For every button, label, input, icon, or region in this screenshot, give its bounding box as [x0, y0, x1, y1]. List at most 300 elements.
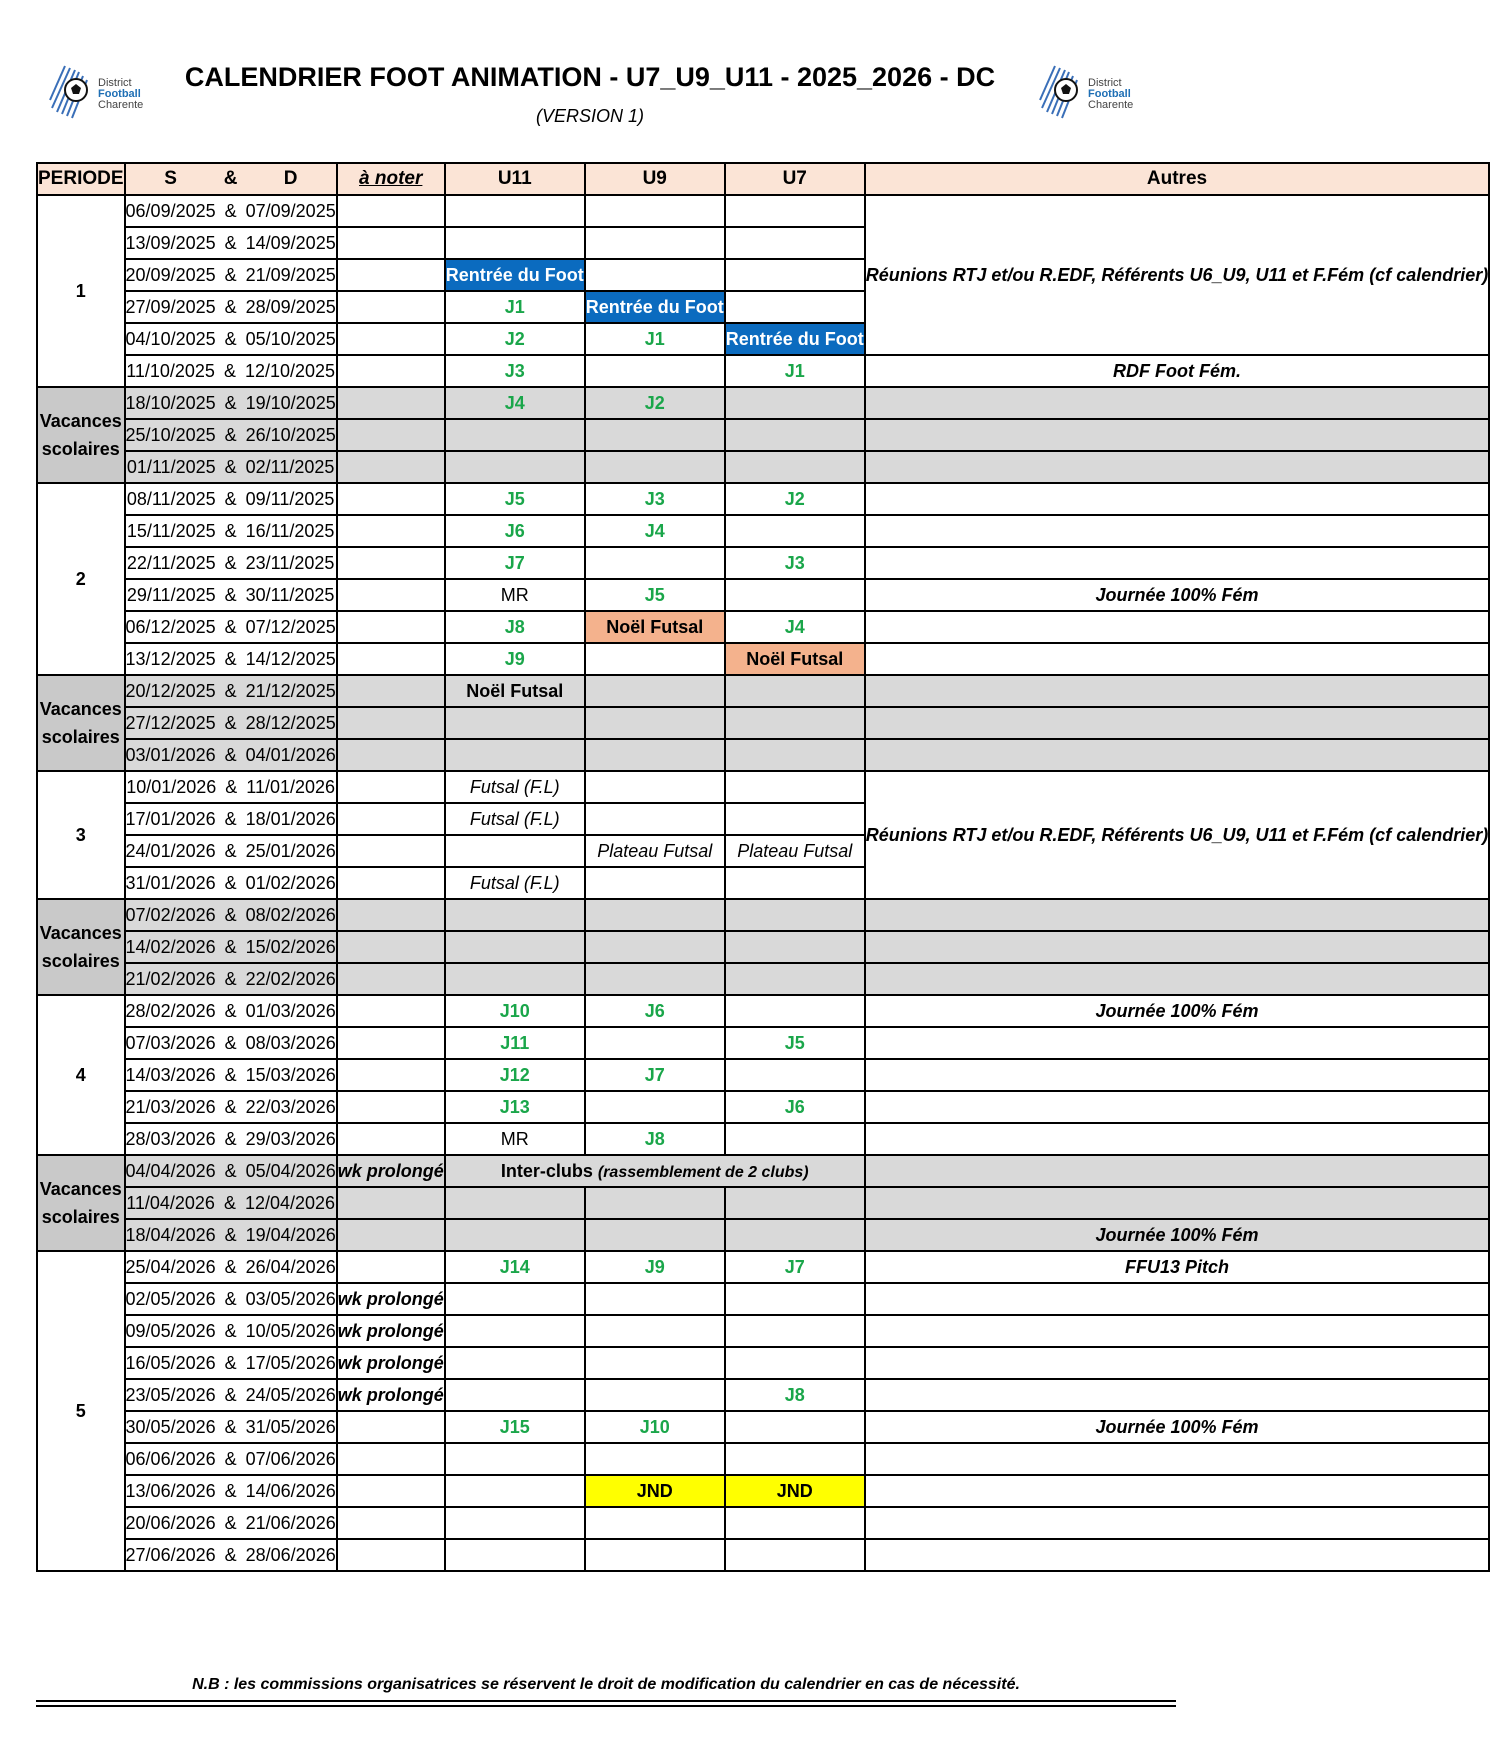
- ampersand: &: [224, 1480, 237, 1501]
- u11-cell: J14: [445, 1251, 585, 1283]
- u11-cell: [445, 1379, 585, 1411]
- period-number: 3: [37, 771, 125, 899]
- u9-cell: [585, 355, 725, 387]
- u11-cell: [445, 707, 585, 739]
- u11-cell: [445, 1283, 585, 1315]
- u7-cell: Noël Futsal: [725, 643, 865, 675]
- sunday-date: 17/05/2026: [245, 1352, 336, 1373]
- inter-clubs-label: Inter-clubs: [500, 1160, 593, 1181]
- u7-cell: [725, 739, 865, 771]
- saturday-date: 22/11/2025: [126, 552, 216, 573]
- weekend-dates: [125, 579, 337, 611]
- period-number: 5: [37, 1251, 125, 1571]
- table-row: [37, 931, 1489, 963]
- saturday-date: 25/04/2026: [125, 1256, 216, 1277]
- vacances-label: Vacances scolaires: [37, 1155, 125, 1251]
- note-cell: [337, 995, 445, 1027]
- u9-cell: [585, 867, 725, 899]
- u9-cell: [585, 803, 725, 835]
- sunday-date: 23/11/2025: [245, 552, 335, 573]
- weekend-dates: [125, 1507, 337, 1539]
- ampersand: &: [224, 232, 237, 253]
- col-u7: U7: [725, 163, 865, 195]
- table-row: [37, 355, 1489, 387]
- weekend-dates: [125, 1251, 337, 1283]
- sunday-date: 19/10/2025: [245, 392, 336, 413]
- sunday-date: 24/05/2026: [245, 1384, 336, 1405]
- u7-cell: [725, 1187, 865, 1219]
- autres-cell: [865, 675, 1490, 707]
- ampersand: &: [223, 360, 236, 381]
- autres-cell: [865, 1379, 1490, 1411]
- u7-cell: J4: [725, 611, 865, 643]
- sunday-date: 22/03/2026: [245, 1096, 336, 1117]
- sunday-date: 05/04/2026: [245, 1160, 336, 1181]
- u11-cell: [445, 1347, 585, 1379]
- table-row: [37, 899, 1489, 931]
- note-cell: [337, 1219, 445, 1251]
- note-cell: [337, 707, 445, 739]
- u9-cell: [585, 1539, 725, 1571]
- u7-cell: [725, 227, 865, 259]
- saturday-date: 06/12/2025: [125, 616, 216, 637]
- table-row: [37, 1507, 1489, 1539]
- note-cell: [337, 227, 445, 259]
- u7-cell: Plateau Futsal: [725, 835, 865, 867]
- u9-cell: [585, 931, 725, 963]
- sunday-date: 22/02/2026: [245, 968, 336, 989]
- u7-cell: [725, 995, 865, 1027]
- weekend-dates: [125, 547, 337, 579]
- inter-clubs-cell: [445, 1155, 865, 1187]
- u11-cell: MR: [445, 579, 585, 611]
- weekend-dates: [125, 963, 337, 995]
- sunday-date: 12/04/2026: [244, 1192, 336, 1213]
- note-cell: [337, 515, 445, 547]
- vacances-label: Vacances scolaires: [37, 675, 125, 771]
- u11-cell: J8: [445, 611, 585, 643]
- note-cell: [337, 483, 445, 515]
- u7-cell: [725, 419, 865, 451]
- saturday-date: 10/01/2026: [126, 776, 217, 797]
- ampersand: &: [224, 616, 237, 637]
- saturday-date: 27/12/2025: [125, 712, 216, 733]
- u7-cell: [725, 1443, 865, 1475]
- u7-cell: [725, 867, 865, 899]
- saturday-date: 13/12/2025: [125, 648, 216, 669]
- u9-cell: [585, 451, 725, 483]
- u11-cell: Futsal (F.L): [445, 771, 585, 803]
- ampersand: &: [224, 712, 237, 733]
- ampersand: &: [224, 1320, 237, 1341]
- saturday-date: 13/06/2026: [125, 1480, 216, 1501]
- note-cell: [337, 611, 445, 643]
- weekend-dates: [125, 899, 337, 931]
- u7-cell: [725, 291, 865, 323]
- u9-cell: J9: [585, 1251, 725, 1283]
- weekend-dates: [125, 227, 337, 259]
- u7-cell: JND: [725, 1475, 865, 1507]
- sunday-date: 05/10/2025: [245, 328, 336, 349]
- saturday-date: 20/06/2026: [125, 1512, 216, 1533]
- table-row: [37, 579, 1489, 611]
- note-cell: wk prolongé: [337, 1347, 445, 1379]
- u11-cell: [445, 419, 585, 451]
- sunday-date: 21/06/2026: [245, 1512, 336, 1533]
- calendar-body: [37, 195, 1489, 1571]
- autres-cell: [865, 547, 1490, 579]
- ampersand: &: [224, 1544, 237, 1565]
- note-cell: [337, 1539, 445, 1571]
- autres-cell: Journée 100% Fém: [865, 1411, 1490, 1443]
- note-cell: wk prolongé: [337, 1379, 445, 1411]
- table-row: [37, 1155, 1489, 1187]
- u9-cell: J10: [585, 1411, 725, 1443]
- weekend-dates: [125, 835, 337, 867]
- u7-cell: [725, 259, 865, 291]
- saturday-date: 29/11/2025: [126, 584, 216, 605]
- table-row: [37, 1091, 1489, 1123]
- ampersand: &: [224, 840, 237, 861]
- u7-cell: [725, 707, 865, 739]
- note-cell: [337, 1059, 445, 1091]
- table-row: [37, 1283, 1489, 1315]
- autres-cell: [865, 1539, 1490, 1571]
- saturday-date: 24/01/2026: [125, 840, 216, 861]
- note-cell: [337, 1091, 445, 1123]
- note-cell: [337, 1443, 445, 1475]
- u7-cell: [725, 1123, 865, 1155]
- saturday-date: 06/06/2026: [125, 1448, 216, 1469]
- table-row: [37, 547, 1489, 579]
- note-cell: [337, 931, 445, 963]
- u11-cell: J3: [445, 355, 585, 387]
- autres-cell: [865, 387, 1490, 419]
- u9-cell: [585, 1283, 725, 1315]
- saturday-date: 06/09/2025: [125, 200, 216, 221]
- note-cell: [337, 547, 445, 579]
- u11-cell: [445, 931, 585, 963]
- u11-cell: [445, 739, 585, 771]
- saturday-date: 14/02/2026: [125, 936, 216, 957]
- u7-cell: J5: [725, 1027, 865, 1059]
- sunday-date: 10/05/2026: [245, 1320, 336, 1341]
- saturday-date: 28/02/2026: [125, 1000, 216, 1021]
- u7-cell: [725, 515, 865, 547]
- u11-cell: [445, 1507, 585, 1539]
- u7-cell: [725, 899, 865, 931]
- weekend-dates: [125, 1411, 337, 1443]
- saturday-date: 21/03/2026: [125, 1096, 216, 1117]
- calendar-table: [36, 162, 1490, 1572]
- col-u11: U11: [445, 163, 585, 195]
- saturday-date: 27/06/2026: [125, 1544, 216, 1565]
- autres-cell: [865, 1059, 1490, 1091]
- table-row: [37, 1219, 1489, 1251]
- weekend-dates: [125, 195, 337, 227]
- u11-cell: J4: [445, 387, 585, 419]
- table-row: [37, 611, 1489, 643]
- autres-cell: Journée 100% Fém: [865, 995, 1490, 1027]
- weekend-dates: [125, 1219, 337, 1251]
- sunday-date: 14/06/2026: [245, 1480, 336, 1501]
- table-row: [37, 707, 1489, 739]
- weekend-dates: [125, 771, 337, 803]
- ampersand: &: [224, 808, 237, 829]
- saturday-date: 02/05/2026: [125, 1288, 216, 1309]
- ampersand: &: [224, 1448, 237, 1469]
- saturday-date: 08/11/2025: [126, 488, 216, 509]
- weekend-dates: [125, 1091, 337, 1123]
- table-row: [37, 483, 1489, 515]
- inter-clubs-sub: (rassemblement de 2 clubs): [597, 1163, 809, 1181]
- u11-cell: [445, 195, 585, 227]
- district-logo-right: [1038, 62, 1148, 126]
- u9-cell: [585, 643, 725, 675]
- ampersand: &: [224, 520, 237, 541]
- autres-cell: [865, 739, 1490, 771]
- u7-cell: [725, 803, 865, 835]
- sunday-date: 02/11/2025: [245, 456, 335, 477]
- sunday-date: 07/09/2025: [245, 200, 336, 221]
- ampersand: &: [224, 1512, 237, 1533]
- sunday-date: 29/03/2026: [245, 1128, 336, 1149]
- u7-cell: [725, 675, 865, 707]
- ampersand: &: [224, 904, 237, 925]
- weekend-dates: [125, 739, 337, 771]
- table-row: [37, 963, 1489, 995]
- u11-cell: J15: [445, 1411, 585, 1443]
- ampersand: &: [224, 552, 237, 573]
- u9-cell: [585, 1187, 725, 1219]
- note-cell: [337, 291, 445, 323]
- u7-cell: [725, 1507, 865, 1539]
- note-cell: wk prolongé: [337, 1283, 445, 1315]
- autres-cell: [865, 419, 1490, 451]
- footer-rule: [36, 1700, 1176, 1702]
- u7-cell: [725, 451, 865, 483]
- table-row: [37, 419, 1489, 451]
- u9-cell: [585, 547, 725, 579]
- sunday-date: 21/09/2025: [245, 264, 336, 285]
- weekend-dates: [125, 419, 337, 451]
- col-note: à noter: [337, 163, 445, 195]
- u11-cell: J12: [445, 1059, 585, 1091]
- u11-cell: [445, 1187, 585, 1219]
- sunday-date: 30/11/2025: [245, 584, 335, 605]
- sunday-date: 04/01/2026: [245, 744, 336, 765]
- autres-cell: [865, 483, 1490, 515]
- u11-cell: J5: [445, 483, 585, 515]
- note-cell: [337, 323, 445, 355]
- ampersand: &: [224, 1256, 237, 1277]
- vacances-label: Vacances scolaires: [37, 387, 125, 483]
- u11-cell: [445, 899, 585, 931]
- u9-cell: [585, 1091, 725, 1123]
- autres-reunions-note: Réunions RTJ et/ou R.EDF, Référents U6_U9, U11 et F.Fém (cf calendrier): [865, 195, 1490, 355]
- u11-cell: Noël Futsal: [445, 675, 585, 707]
- sunday-date: 01/02/2026: [245, 872, 336, 893]
- ampersand: &: [224, 1416, 237, 1437]
- col-autres: Autres: [865, 163, 1490, 195]
- u11-cell: [445, 835, 585, 867]
- note-cell: [337, 419, 445, 451]
- weekend-dates: [125, 1539, 337, 1571]
- sunday-date: 21/12/2025: [245, 680, 336, 701]
- u9-cell: J5: [585, 579, 725, 611]
- table-row: [37, 195, 1489, 227]
- note-cell: [337, 771, 445, 803]
- ampersand: &: [224, 328, 237, 349]
- weekend-dates: [125, 675, 337, 707]
- u11-cell: J1: [445, 291, 585, 323]
- note-cell: [337, 1411, 445, 1443]
- sunday-date: 08/03/2026: [245, 1032, 336, 1053]
- sunday-date: 25/01/2026: [245, 840, 336, 861]
- table-row: [37, 1475, 1489, 1507]
- sunday-date: 19/04/2026: [245, 1224, 336, 1245]
- u7-cell: [725, 387, 865, 419]
- u7-cell: J8: [725, 1379, 865, 1411]
- ampersand: &: [223, 1192, 236, 1213]
- saturday-date: 03/01/2026: [125, 744, 216, 765]
- ampersand: &: [224, 392, 237, 413]
- ampersand: &: [224, 744, 237, 765]
- u7-cell: [725, 579, 865, 611]
- u7-cell: [725, 195, 865, 227]
- u11-cell: J9: [445, 643, 585, 675]
- table-row: [37, 1251, 1489, 1283]
- autres-cell: [865, 707, 1490, 739]
- vacances-label: Vacances scolaires: [37, 899, 125, 995]
- saturday-date: 30/05/2026: [125, 1416, 216, 1437]
- sunday-date: 14/12/2025: [245, 648, 336, 669]
- table-row: [37, 451, 1489, 483]
- table-row: [37, 739, 1489, 771]
- u9-cell: [585, 1507, 725, 1539]
- weekend-dates: [125, 867, 337, 899]
- weekend-dates: [125, 803, 337, 835]
- u7-cell: [725, 1315, 865, 1347]
- autres-cell: RDF Foot Fém.: [865, 355, 1490, 387]
- weekend-dates: [125, 611, 337, 643]
- ampersand: &: [224, 456, 237, 477]
- period-number: 1: [37, 195, 125, 387]
- u9-cell: [585, 963, 725, 995]
- u7-cell: [725, 1347, 865, 1379]
- u11-cell: J2: [445, 323, 585, 355]
- note-cell: wk prolongé: [337, 1155, 445, 1187]
- ampersand: &: [224, 584, 237, 605]
- u7-cell: J7: [725, 1251, 865, 1283]
- u11-cell: [445, 1315, 585, 1347]
- u11-cell: J6: [445, 515, 585, 547]
- sunday-date: 28/12/2025: [245, 712, 336, 733]
- u9-cell: [585, 1347, 725, 1379]
- saturday-date: 11/10/2025: [126, 360, 215, 381]
- ampersand: &: [224, 1288, 237, 1309]
- u9-cell: [585, 259, 725, 291]
- ampersand: &: [224, 1384, 237, 1405]
- saturday-date: 27/09/2025: [125, 296, 216, 317]
- ampersand: &: [224, 1032, 237, 1053]
- u9-cell: [585, 1315, 725, 1347]
- table-row: [37, 1315, 1489, 1347]
- u11-cell: [445, 1539, 585, 1571]
- saturday-date: 17/01/2026: [125, 808, 216, 829]
- note-cell: [337, 579, 445, 611]
- autres-cell: Journée 100% Fém: [865, 1219, 1490, 1251]
- ampersand: &: [224, 968, 237, 989]
- weekend-dates: [125, 1155, 337, 1187]
- u9-cell: [585, 195, 725, 227]
- saturday-date: 18/10/2025: [125, 392, 216, 413]
- note-cell: [337, 259, 445, 291]
- saturday-date: 13/09/2025: [125, 232, 216, 253]
- u7-cell: J3: [725, 547, 865, 579]
- autres-cell: [865, 515, 1490, 547]
- ampersand: &: [224, 1224, 237, 1245]
- ampersand: &: [224, 488, 237, 509]
- autres-cell: [865, 1283, 1490, 1315]
- sunday-date: 15/03/2026: [245, 1064, 336, 1085]
- u11-cell: Futsal (F.L): [445, 867, 585, 899]
- note-cell: [337, 867, 445, 899]
- footnote: N.B : les commissions organisatrices se réservent le droit de modification du calendrier en cas de nécessité.: [192, 1676, 1020, 1693]
- u9-cell: [585, 771, 725, 803]
- u9-cell: JND: [585, 1475, 725, 1507]
- weekend-dates: [125, 1379, 337, 1411]
- weekend-dates: [125, 1347, 337, 1379]
- u9-cell: [585, 1027, 725, 1059]
- u11-cell: [445, 227, 585, 259]
- autres-cell: [865, 899, 1490, 931]
- ampersand: &: [224, 424, 237, 445]
- u11-cell: [445, 1443, 585, 1475]
- saturday-date: 23/05/2026: [125, 1384, 216, 1405]
- weekend-dates: [125, 1283, 337, 1315]
- table-row: [37, 387, 1489, 419]
- saturday-date: 07/02/2026: [125, 904, 216, 925]
- u7-cell: [725, 1539, 865, 1571]
- table-row: [37, 675, 1489, 707]
- autres-cell: [865, 451, 1490, 483]
- ampersand: &: [224, 200, 237, 221]
- u9-cell: J8: [585, 1123, 725, 1155]
- saturday-date: 04/04/2026: [125, 1160, 216, 1181]
- u9-cell: Noël Futsal: [585, 611, 725, 643]
- ampersand: &: [224, 936, 237, 957]
- autres-cell: [865, 1443, 1490, 1475]
- autres-cell: [865, 1155, 1490, 1187]
- ampersand: &: [224, 1352, 237, 1373]
- saturday-date: 14/03/2026: [125, 1064, 216, 1085]
- weekend-dates: [125, 1443, 337, 1475]
- weekend-dates: [125, 707, 337, 739]
- u7-cell: [725, 1059, 865, 1091]
- note-cell: [337, 643, 445, 675]
- weekend-dates: [125, 515, 337, 547]
- u9-cell: J1: [585, 323, 725, 355]
- sunday-date: 03/05/2026: [245, 1288, 336, 1309]
- weekend-dates: [125, 1123, 337, 1155]
- u7-cell: [725, 931, 865, 963]
- saturday-date: 28/03/2026: [125, 1128, 216, 1149]
- note-cell: [337, 675, 445, 707]
- ampersand: &: [224, 680, 237, 701]
- weekend-dates: [125, 291, 337, 323]
- weekend-dates: [125, 1027, 337, 1059]
